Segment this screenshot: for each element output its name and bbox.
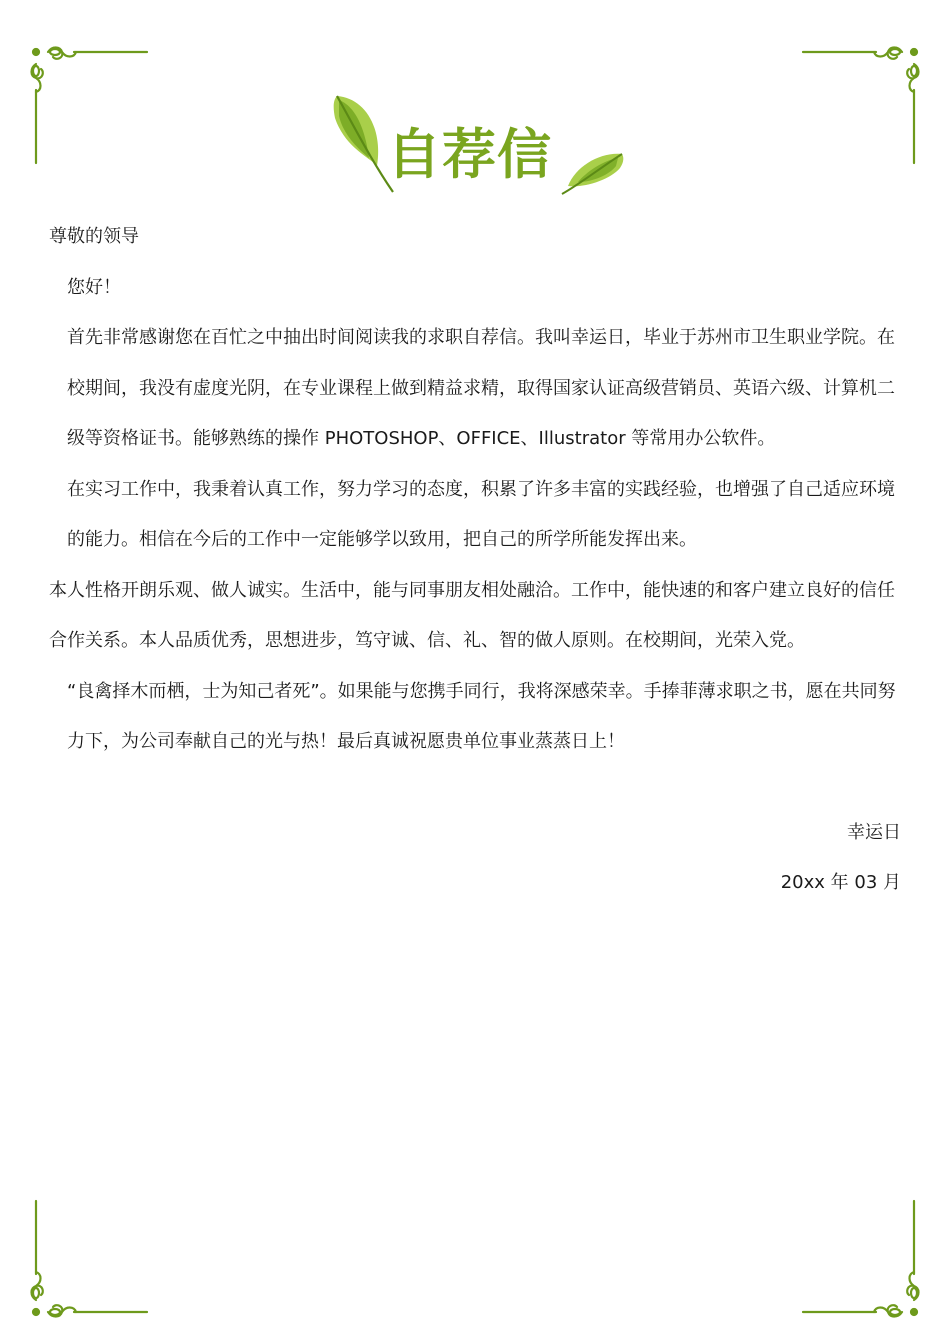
signature: 幸运日 [847,822,901,843]
corner-ornament-icon [798,38,928,168]
paragraph: 本人性格开朗乐观、做人诚实。生活中，能与同事朋友相处融洽。工作中，能快速的和客户建立良好的信任合作关系。本人品质优秀，思想进步，笃守诚、信、礼、智的做人原则。在校期间，光荣入党。 [49,579,895,651]
title-block [325,88,625,208]
corner-ornament-icon [22,1196,152,1326]
date: 20xx 年 03 月 [780,872,901,893]
corner-ornament-bottom-right [798,1196,928,1326]
paragraph: 在实习工作中，我秉着认真工作，努力学习的态度，积累了许多丰富的实践经验，也增强了自己适应环境的能力。相信在今后的工作中一定能够学以致用，把自己的所学所能发挥出来。 [67,478,895,550]
paragraph: 首先非常感谢您在百忙之中抽出时间阅读我的求职自荐信。我叫幸运日，毕业于苏州市卫生职业学院。在校期间，我没有虚度光阴，在专业课程上做到精益求精，取得国家认证高级营销员、英语六级、计算机二级等资格证书。能够熟练的操作 PHOTOSHOP、OFFICE、Illustrator 等常用办公软件。 [67,327,895,449]
corner-ornament-top-right [798,38,928,168]
salutation: 尊敬的领导 [49,226,139,247]
letter-body [49,212,909,768]
corner-ornament-icon [22,38,152,168]
corner-ornament-bottom-left [22,1196,152,1326]
page-title: 自荐信 [387,123,552,186]
greeting: 您好！ [67,276,121,298]
corner-ornament-icon [798,1196,928,1326]
paragraph: “良禽择木而栖，士为知己者死”。如果能与您携手同行，我将深感荣幸。手捧菲薄求职之书，愿在共同努力下，为公司奉献自己的光与热！最后真诚祝愿贵单位事业蒸蒸日上！ [67,680,896,752]
feather-icon [560,148,630,198]
corner-ornament-top-left [22,38,152,168]
feather-icon [325,88,395,198]
